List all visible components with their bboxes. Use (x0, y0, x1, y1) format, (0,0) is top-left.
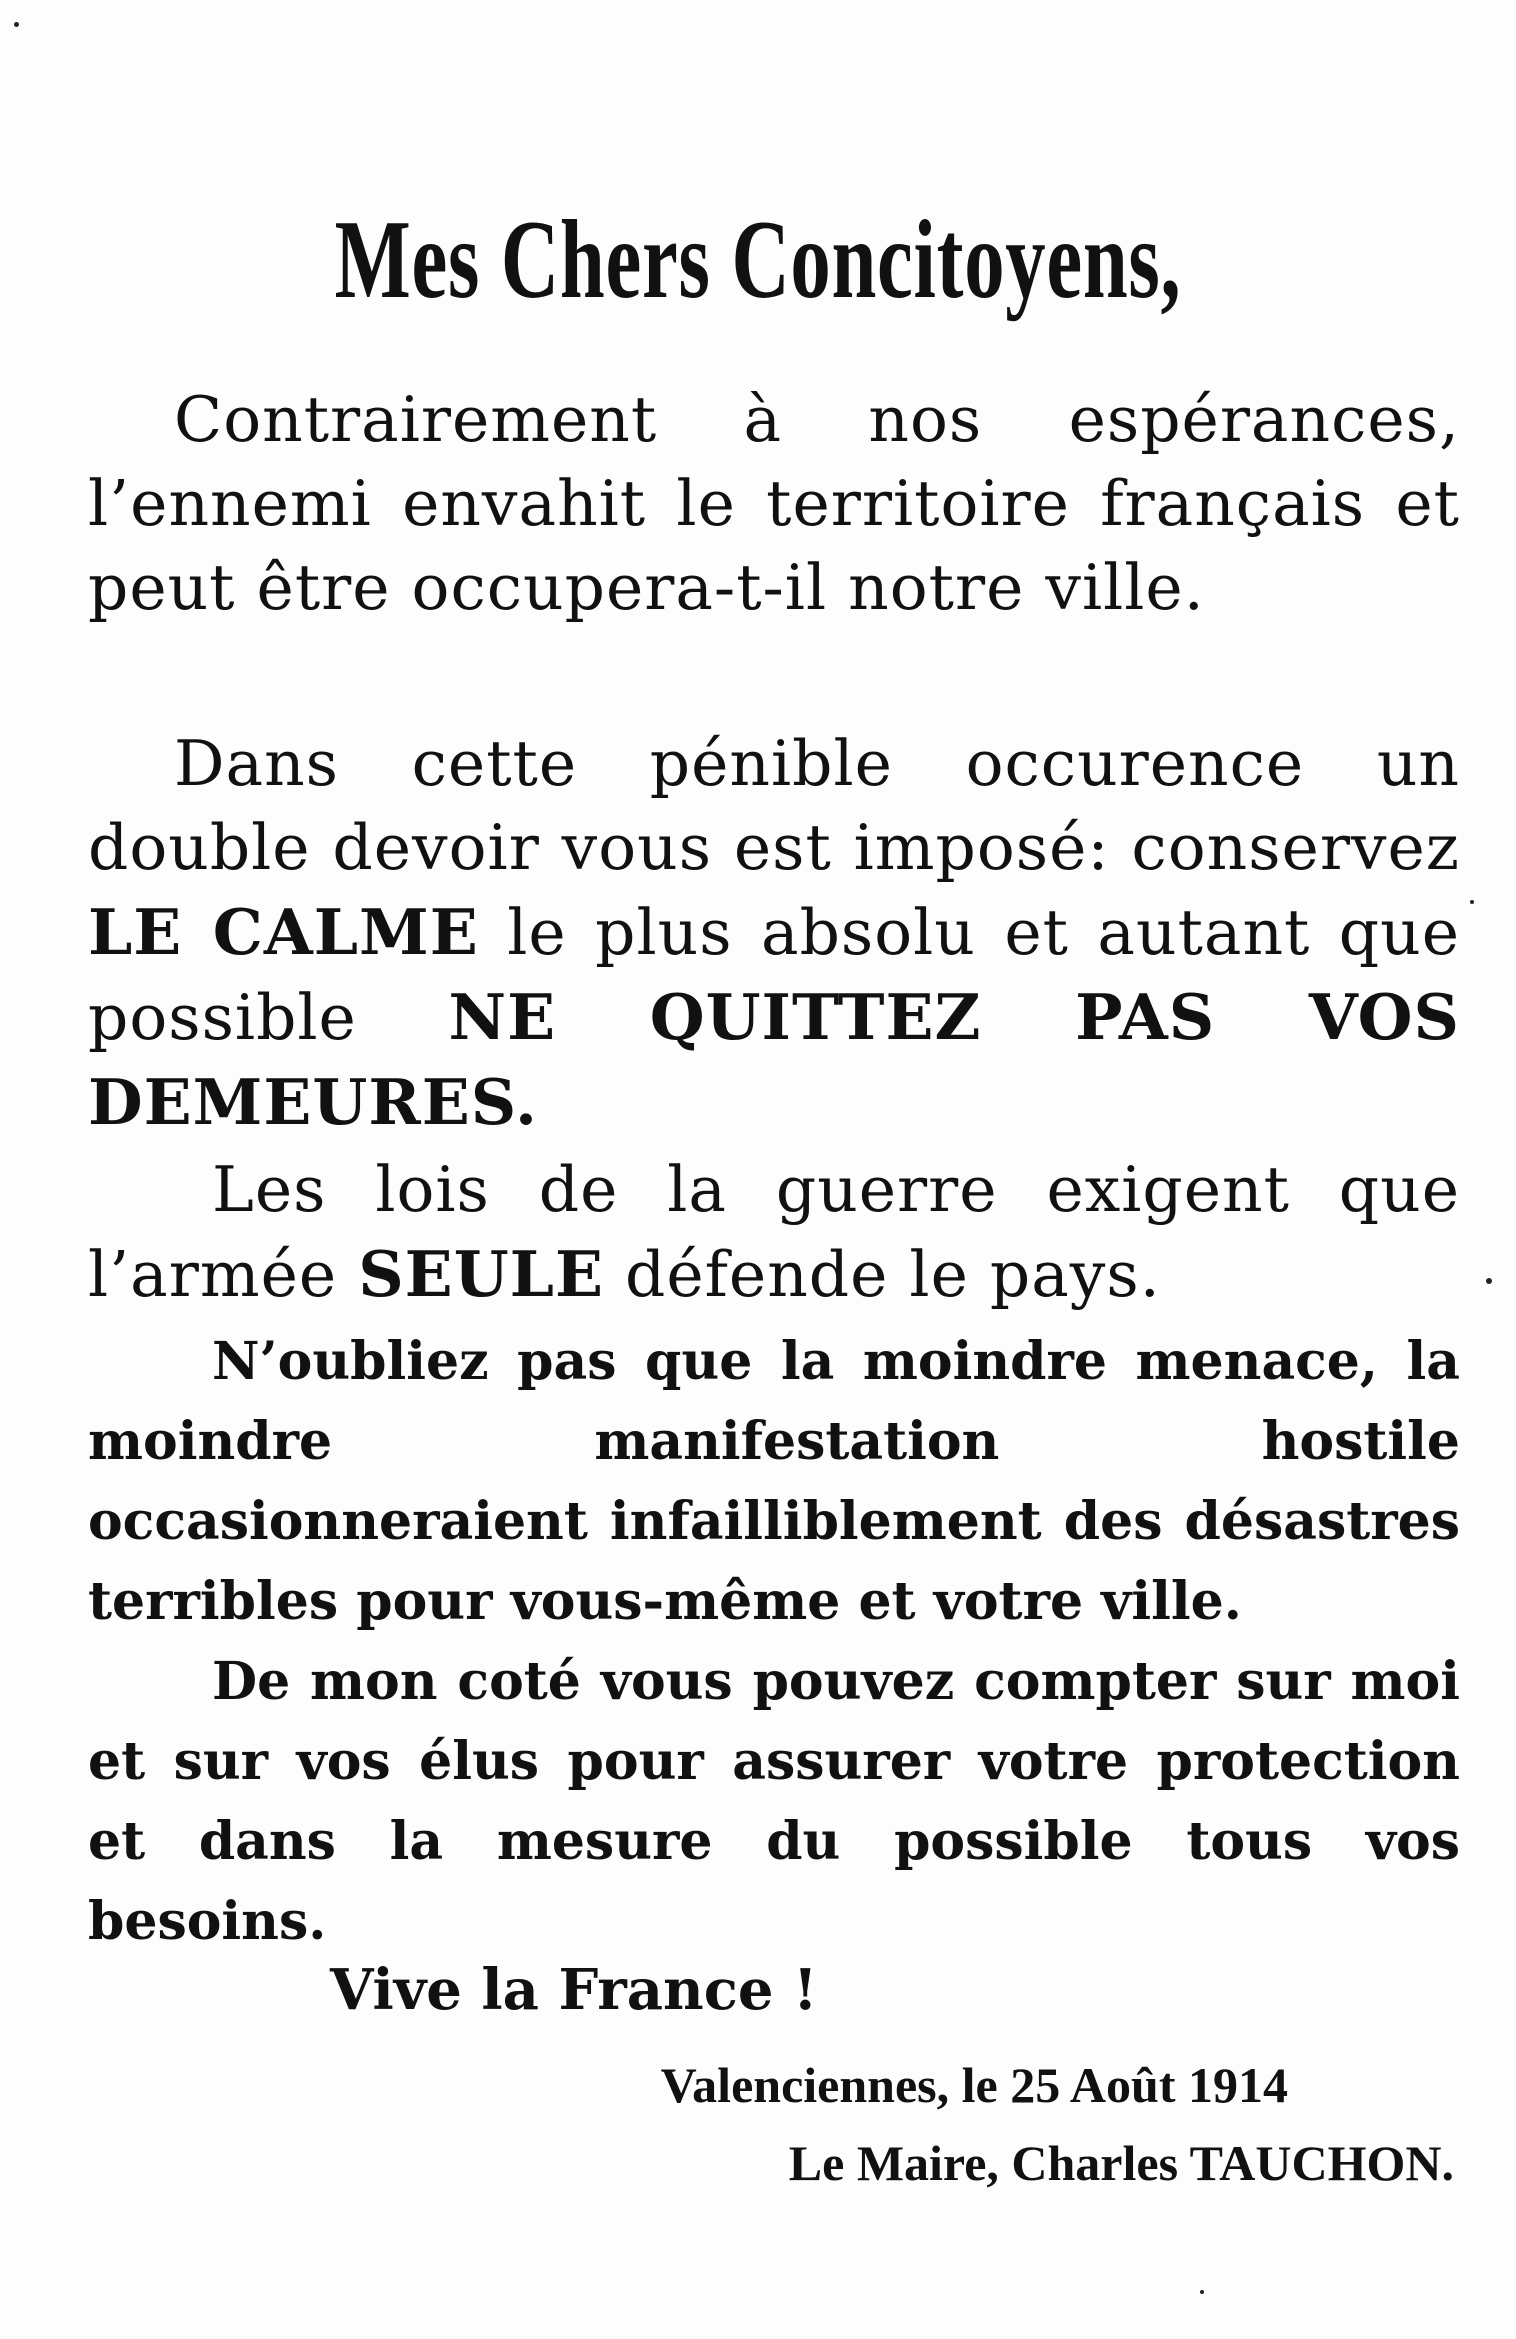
paragraph-2-mid: le plus absolu et autant que possible (88, 896, 1460, 1054)
ink-speck (1200, 2290, 1204, 2294)
ink-speck (14, 22, 19, 27)
poster-title: Mes Chers Concitoyens, (334, 198, 1182, 322)
paragraph-2 (88, 722, 1460, 1145)
paragraph-4 (88, 1322, 1460, 1642)
paragraph-5 (88, 1642, 1460, 1962)
paragraph-2-quittez: NE QUITTEZ PAS VOS DEMEURES. (88, 980, 1460, 1139)
ink-speck (1470, 900, 1474, 904)
place-date: Valenciennes, le 25 Août 1914 (660, 2057, 1288, 2113)
ink-speck (1486, 1278, 1492, 1284)
paragraph-3-seule: SEULE (358, 1237, 604, 1311)
closing-salute: Vive la France ! (330, 1957, 818, 2023)
paragraph-4-text: N’oubliez pas que la moindre menace, la moindre manifestation hostile occasionneraient infailliblement des désastres terribles pour vous-même et votre ville. (88, 1331, 1460, 1632)
paragraph-3-start: Les lois de la guerre exigent que l’armée (88, 1153, 1460, 1311)
paragraph-1-text: Contrairement à nos espérances, l’ennemi envahit le territoire français et peut être occupera-t-il notre ville. (88, 383, 1460, 624)
paragraph-2-calme: LE CALME (88, 895, 479, 969)
paragraph-3-end: défende le pays. (603, 1238, 1161, 1311)
signature: Le Maire, Charles TAUCHON. (788, 2135, 1454, 2191)
paragraph-5-text: De mon coté vous pouvez compter sur moi et sur vos élus pour assurer votre protection et dans la mesure du possible tous vos besoins. (88, 1651, 1460, 1952)
paragraph-1 (88, 378, 1460, 630)
paragraph-2-start: Dans cette pénible occurence un double devoir vous est imposé: conservez (88, 727, 1460, 884)
paragraph-3 (88, 1148, 1460, 1317)
